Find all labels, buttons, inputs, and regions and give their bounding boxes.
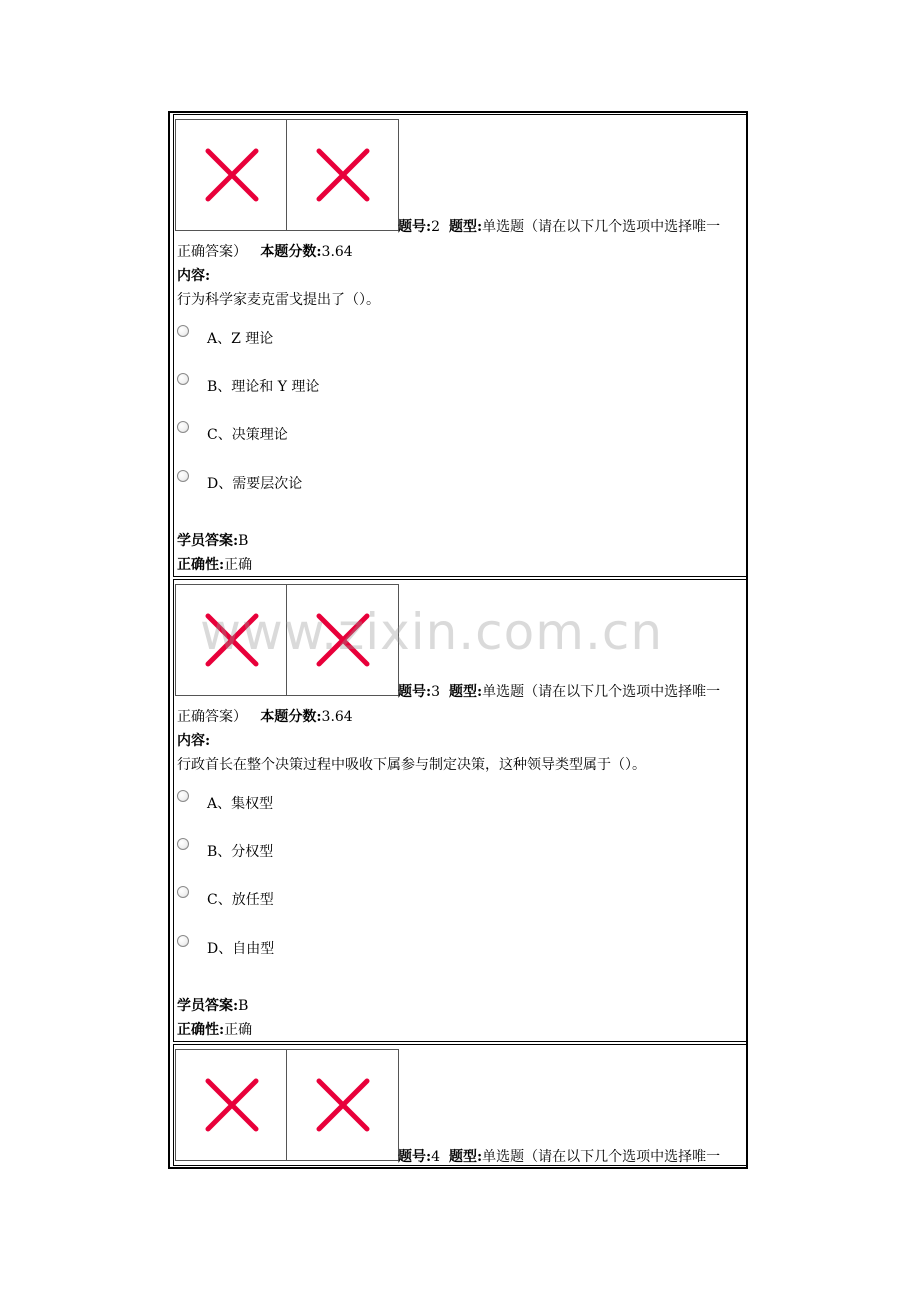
radio-button[interactable] xyxy=(177,790,189,802)
option-label: C、决策理论 xyxy=(207,427,288,443)
option-b[interactable] xyxy=(177,375,477,397)
number-label: 题号: xyxy=(398,219,432,235)
broken-image-icon xyxy=(287,585,398,695)
content-label: 内容: xyxy=(177,268,211,284)
question-number: 4 xyxy=(431,1149,441,1165)
question-header-cont xyxy=(177,706,353,726)
option-b[interactable] xyxy=(177,840,477,862)
question-type-cont: 正确答案） xyxy=(177,244,247,260)
question-header xyxy=(398,681,720,701)
option-d[interactable] xyxy=(177,472,477,494)
broken-image-icon xyxy=(176,1050,287,1160)
correct-label: 正确性: xyxy=(177,557,225,573)
option-c[interactable] xyxy=(177,423,477,445)
student-answer xyxy=(177,995,248,1015)
question-number: 2 xyxy=(431,219,441,235)
correct-value: 正确 xyxy=(224,557,253,573)
question-header xyxy=(398,1146,720,1166)
radio-button[interactable] xyxy=(177,935,189,947)
type-label: 题型: xyxy=(449,219,483,235)
type-label: 题型: xyxy=(449,684,483,700)
answer-label: 学员答案: xyxy=(177,533,239,549)
question-block xyxy=(173,114,747,577)
correct-label: 正确性: xyxy=(177,1022,225,1038)
answer-value: B xyxy=(238,998,249,1014)
number-label: 题号: xyxy=(398,684,432,700)
option-c[interactable] xyxy=(177,888,477,910)
option-label: D、需要层次论 xyxy=(207,476,303,492)
question-content: 行政首长在整个决策过程中吸收下属参与制定决策，这种领导类型属于（）。 xyxy=(177,757,646,773)
broken-image-icon xyxy=(176,585,287,695)
answer-label: 学员答案: xyxy=(177,998,239,1014)
question-block xyxy=(173,1044,747,1166)
question-type-cont: 正确答案） xyxy=(177,709,247,725)
option-a[interactable] xyxy=(177,792,477,814)
option-label: B、理论和 Y 理论 xyxy=(207,379,320,395)
option-label: B、分权型 xyxy=(207,844,274,860)
answer-value: B xyxy=(238,533,249,549)
question-score: 3.64 xyxy=(321,244,353,260)
option-label: A、集权型 xyxy=(207,796,274,812)
image-placeholders xyxy=(175,584,399,696)
broken-image-icon xyxy=(287,1050,398,1160)
question-type: 单选题（请在以下几个选项中选择唯一 xyxy=(482,684,721,700)
image-placeholders xyxy=(175,119,399,231)
radio-button[interactable] xyxy=(177,886,189,898)
broken-image-icon xyxy=(176,120,287,230)
content-label: 内容: xyxy=(177,733,211,749)
questions-container xyxy=(168,111,748,1169)
question-score: 3.64 xyxy=(321,709,353,725)
student-answer xyxy=(177,530,248,550)
number-label: 题号: xyxy=(398,1149,432,1165)
question-number: 3 xyxy=(431,684,441,700)
question-type: 单选题（请在以下几个选项中选择唯一 xyxy=(482,1149,721,1165)
correct-value: 正确 xyxy=(224,1022,253,1038)
option-a[interactable] xyxy=(177,327,477,349)
radio-button[interactable] xyxy=(177,421,189,433)
radio-button[interactable] xyxy=(177,470,189,482)
correctness xyxy=(177,554,252,574)
watermark: www.zixin.com.cn xyxy=(200,603,664,661)
radio-button[interactable] xyxy=(177,838,189,850)
score-label: 本题分数: xyxy=(260,709,322,725)
question-header-cont xyxy=(177,241,353,261)
radio-button[interactable] xyxy=(177,373,189,385)
question-block xyxy=(173,579,747,1042)
question-type: 单选题（请在以下几个选项中选择唯一 xyxy=(482,219,721,235)
option-label: A、Z 理论 xyxy=(207,331,274,347)
option-label: C、放任型 xyxy=(207,892,274,908)
score-label: 本题分数: xyxy=(260,244,322,260)
question-content: 行为科学家麦克雷戈提出了（）。 xyxy=(177,292,380,308)
question-header xyxy=(398,216,720,236)
broken-image-icon xyxy=(287,120,398,230)
type-label: 题型: xyxy=(449,1149,483,1165)
radio-button[interactable] xyxy=(177,325,189,337)
image-placeholders xyxy=(175,1049,399,1161)
option-label: D、自由型 xyxy=(207,941,275,957)
correctness xyxy=(177,1019,252,1039)
option-d[interactable] xyxy=(177,937,477,959)
